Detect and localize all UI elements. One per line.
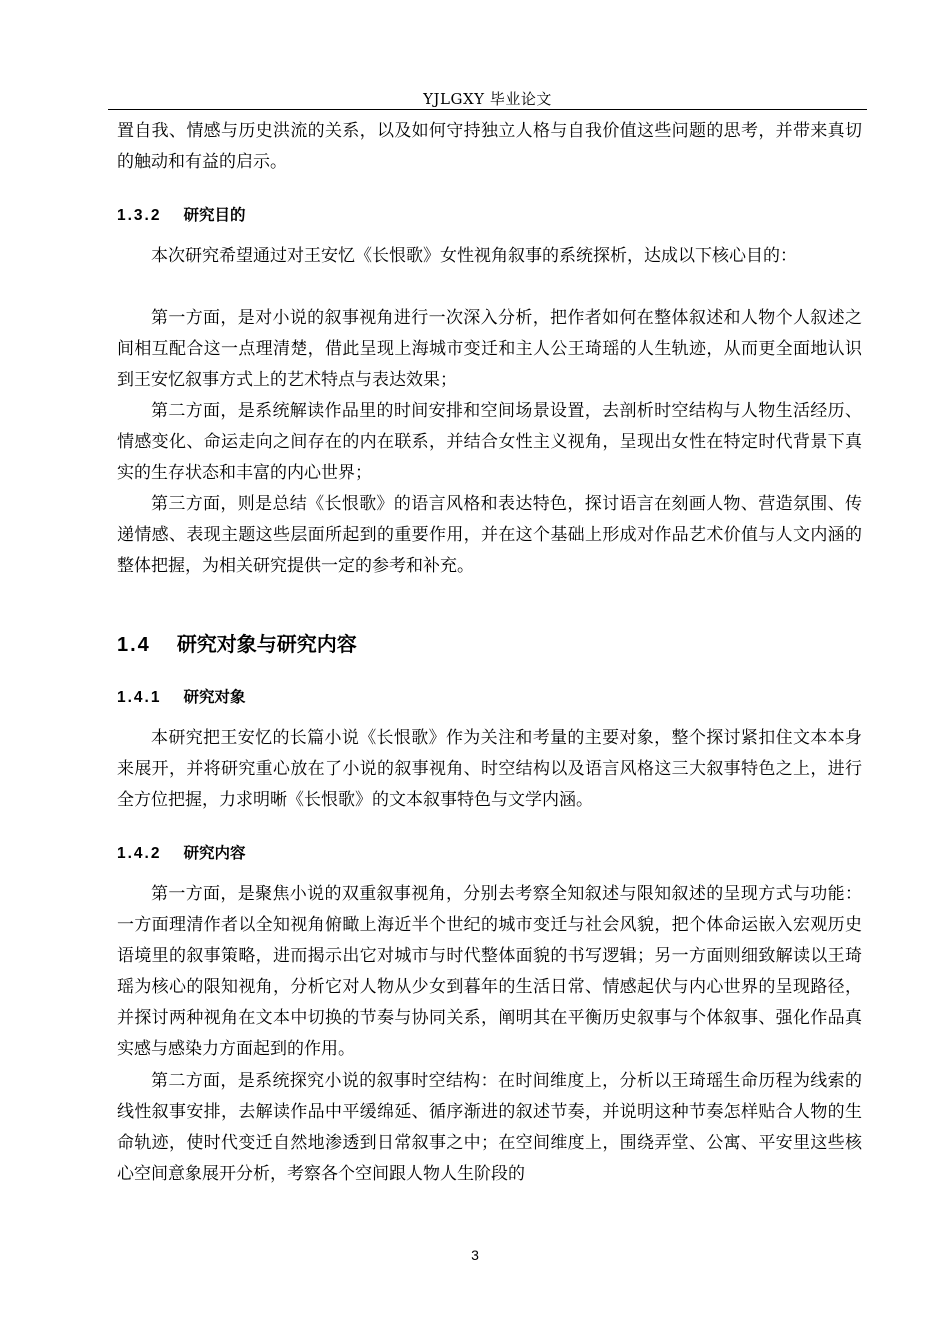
section-title: 研究目的	[183, 207, 246, 224]
section-heading-1-4-1	[117, 688, 246, 708]
paragraph-content-1: 第一方面，是聚焦小说的双重叙事视角，分别去考察全知叙述与限知叙述的呈现方式与功能：一方面理清作者以全知视角俯瞰上海近半个世纪的城市变迁与社会风貌，把个体命运嵌入宏观历史语境里的叙事策略，进而揭示出它对城市与时代整体面貌的书写逻辑；另一方面则细致解读以王琦瑶为核心的限知视角，分析它对人物从少女到暮年的生活日常、情感起伏与内心世界的呈现路径，并探讨两种视角在文本中切换的节奏与协同关系，阐明其在平衡历史叙事与个体叙事、强化作品真实感与感染力方面起到的作用。	[117, 884, 862, 1059]
section-heading-1-4-2	[117, 844, 246, 864]
paragraph-goal-3: 第三方面，则是总结《长恨歌》的语言风格和表达特色，探讨语言在刻画人物、营造氛围、传递情感、表现主题这些层面所起到的重要作用，并在这个基础上形成对作品艺术价值与人文内涵的整体把握，为相关研究提供一定的参考和补充。	[117, 494, 862, 576]
paragraph-research-object: 本研究把王安忆的长篇小说《长恨歌》作为关注和考量的主要对象，整个探讨紧扣住文本本身来展开，并将研究重心放在了小说的叙事视角、时空结构以及语言风格这三大叙事特色之上，进行全方位把握，力求明晰《长恨歌》的文本叙事特色与文学内涵。	[117, 728, 862, 810]
section-title: 研究对象与研究内容	[176, 634, 357, 656]
section-heading-1-4	[117, 633, 357, 657]
section-heading-1-3-2	[117, 206, 246, 226]
paragraph-intro-continuation: 置自我、情感与历史洪流的关系，以及如何守持独立人格与自我价值这些问题的思考，并带来真切的触动和有益的启示。	[117, 121, 862, 172]
paragraph-goal-1: 第一方面，是对小说的叙事视角进行一次深入分析，把作者如何在整体叙述和人物个人叙述之间相互配合这一点理清楚，借此呈现上海城市变迁和主人公王琦瑶的人生轨迹，从而更全面地认识到王安忆叙事方式上的艺术特点与表达效果；	[117, 308, 862, 390]
section-number: 1.4.2	[117, 845, 162, 862]
section-title: 研究对象	[183, 689, 246, 706]
section-number: 1.4	[117, 634, 151, 656]
page-number: 3	[471, 1247, 479, 1263]
section-number: 1.4.1	[117, 689, 162, 706]
paragraph-content-2: 第二方面，是系统探究小说的叙事时空结构：在时间维度上，分析以王琦瑶生命历程为线索的线性叙事安排，去解读作品中平缓绵延、循序渐进的叙述节奏，并说明这种节奏怎样贴合人物的生命轨迹，使时代变迁自然地渗透到日常叙事之中；在空间维度上，围绕弄堂、公寓、平安里这些核心空间意象展开分析，考察各个空间跟人物人生阶段的	[117, 1071, 862, 1184]
running-header: YJLGXY 毕业论文	[423, 90, 552, 108]
section-number: 1.3.2	[117, 207, 162, 224]
header-rule	[108, 109, 867, 110]
paragraph-goal-intro: 本次研究希望通过对王安忆《长恨歌》女性视角叙事的系统探析，达成以下核心目的：	[151, 246, 797, 266]
paragraph-goal-2: 第二方面，是系统解读作品里的时间安排和空间场景设置，去剖析时空结构与人物生活经历、情感变化、命运走向之间存在的内在联系，并结合女性主义视角，呈现出女性在特定时代背景下真实的生存状态和丰富的内心世界；	[117, 401, 862, 483]
section-title: 研究内容	[183, 845, 246, 862]
